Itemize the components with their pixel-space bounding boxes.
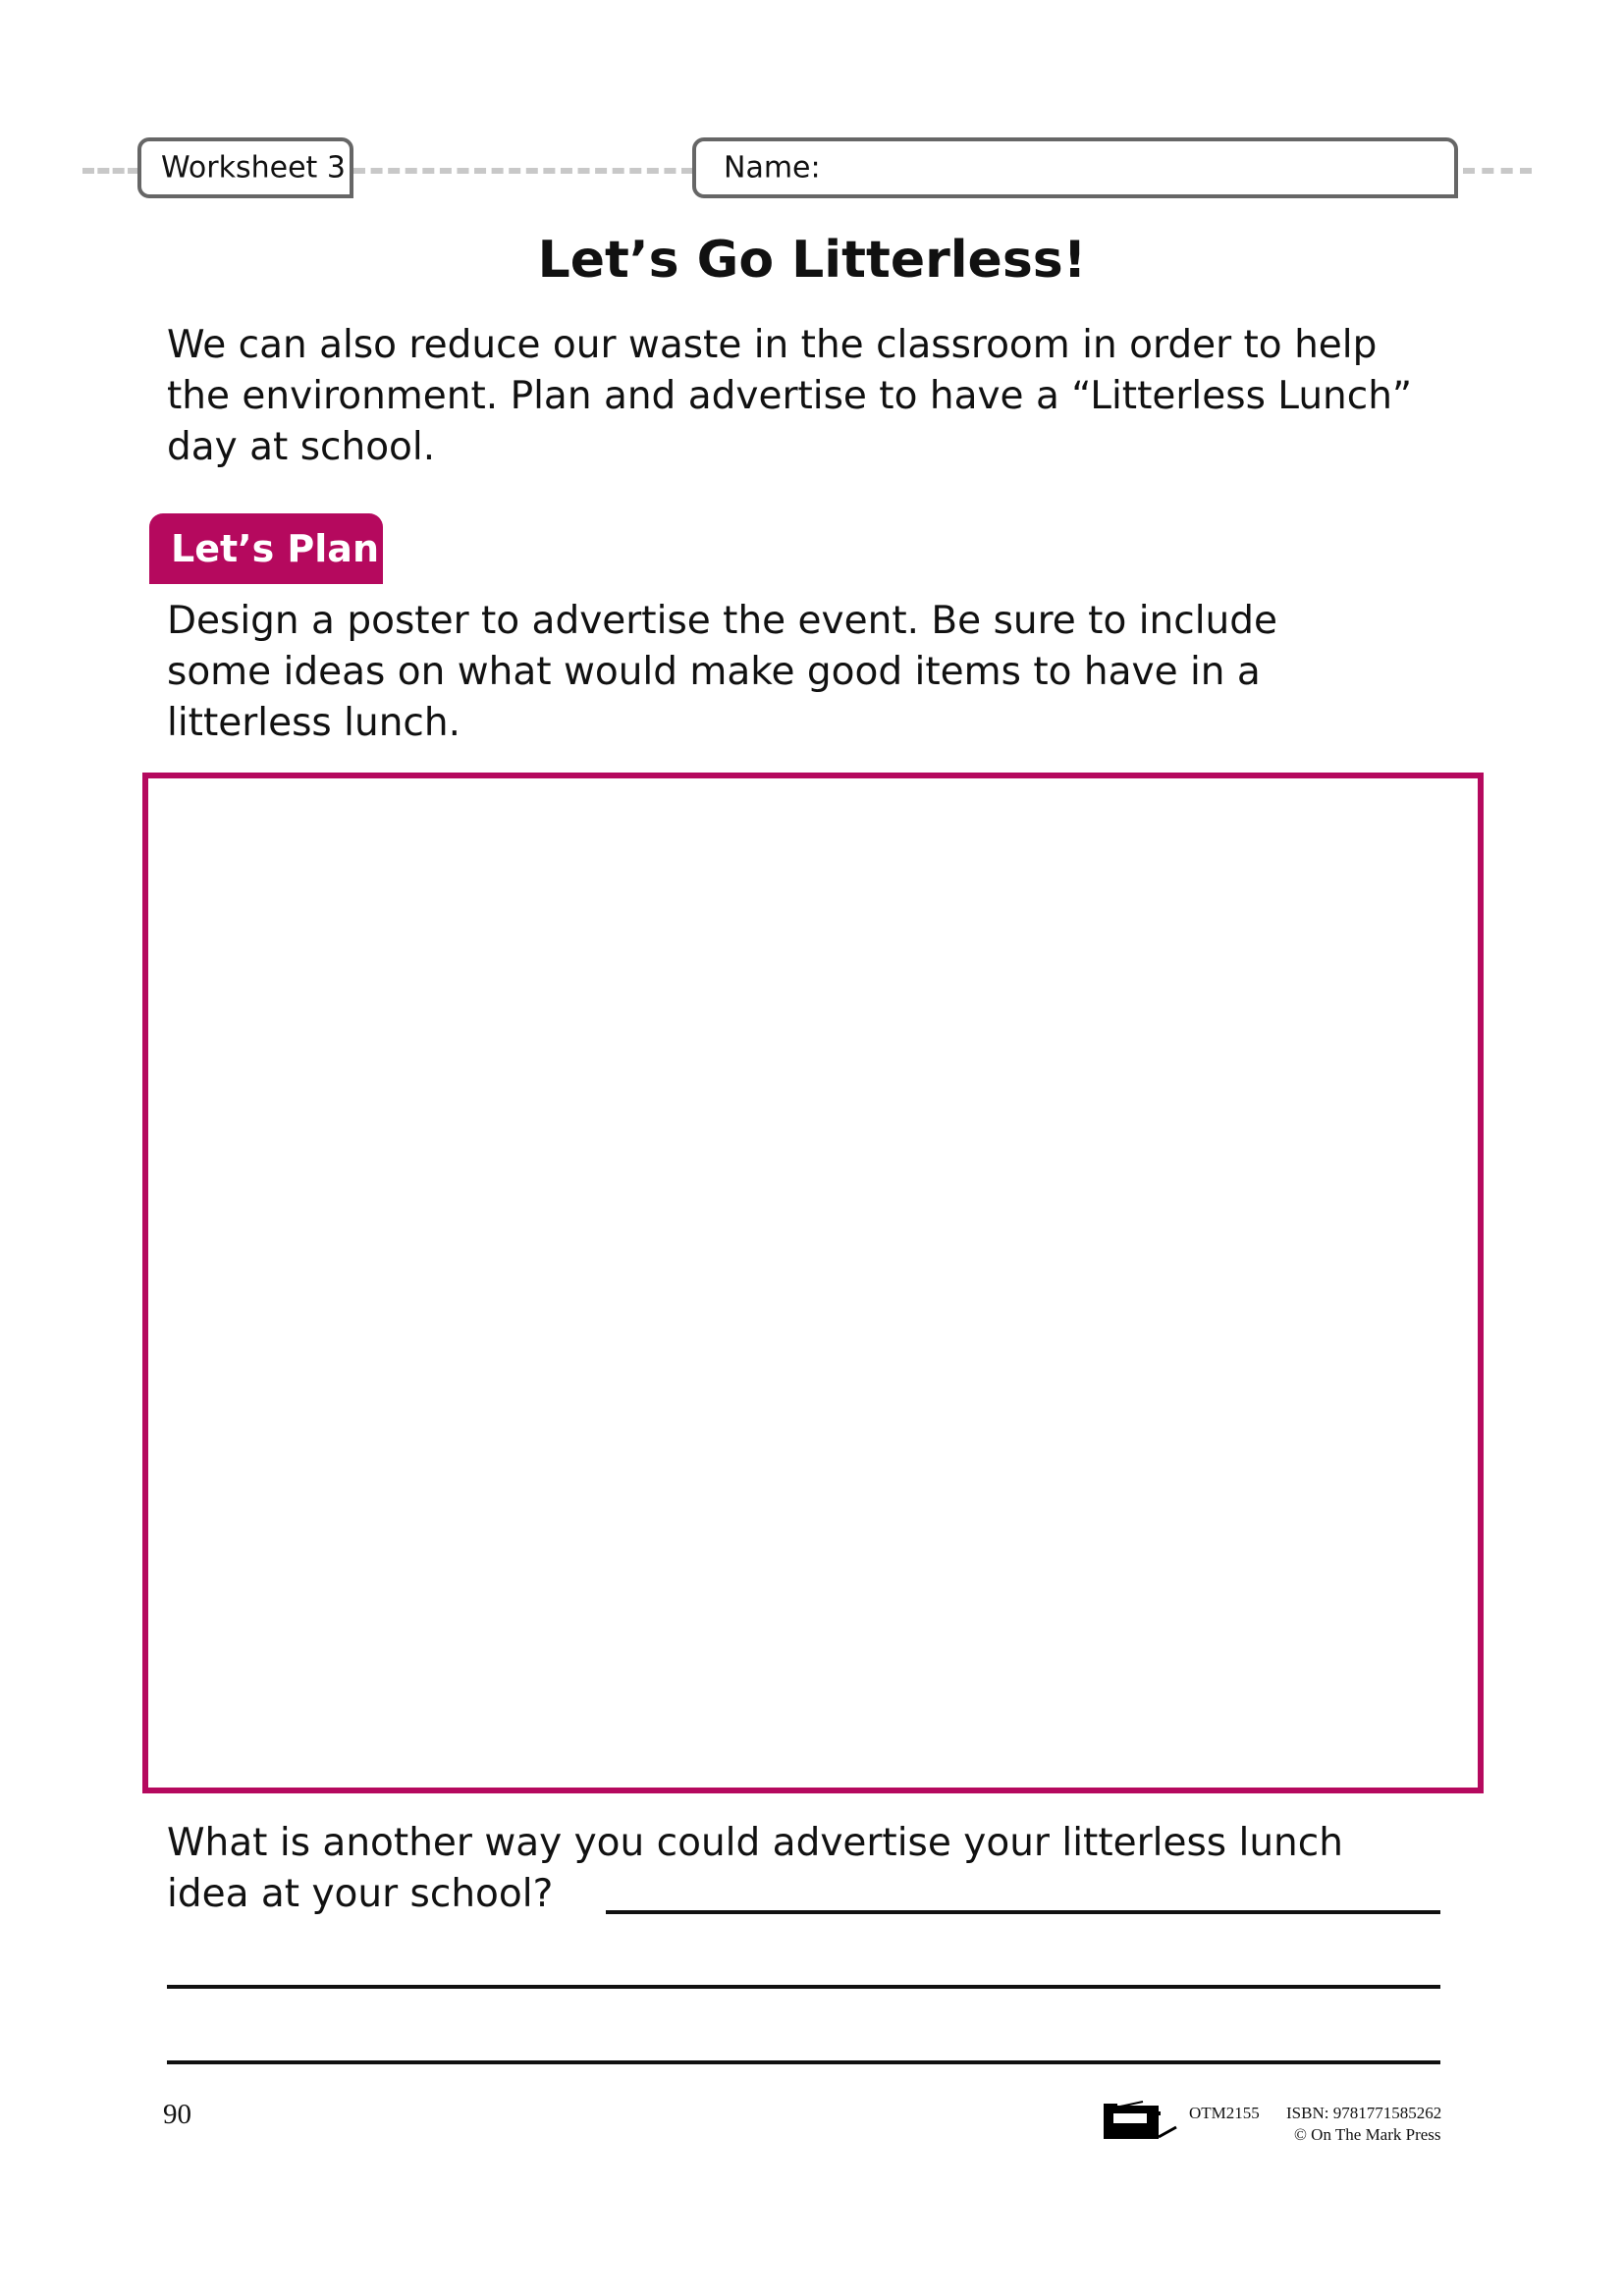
intro-line: We can also reduce our waste in the classroom in order to help <box>167 323 1378 367</box>
question-line: idea at your school? <box>167 1872 554 1916</box>
answer-line-2[interactable] <box>167 1985 1440 1989</box>
question-line: What is another way you could advertise your litterless lunch <box>167 1821 1343 1865</box>
instructions-line: some ideas on what would make good items to have in a <box>167 650 1261 694</box>
page-title: Let’s Go Litterless! <box>537 231 1087 290</box>
copyright: © On The Mark Press <box>1294 2125 1441 2144</box>
answer-line-3[interactable] <box>167 2060 1440 2064</box>
isbn: ISBN: 9781771585262 <box>1286 2104 1442 2122</box>
page-number: 90 <box>163 2099 191 2130</box>
photocopier-icon <box>1102 2098 1180 2141</box>
poster-drawing-area[interactable] <box>142 773 1484 1793</box>
instructions-line: litterless lunch. <box>167 701 460 745</box>
question-paragraph <box>167 1818 1542 1920</box>
answer-line-1[interactable] <box>606 1910 1440 1914</box>
instructions-paragraph <box>167 596 1542 749</box>
header-dash-right <box>1463 168 1532 174</box>
intro-line: the environment. Plan and advertise to have a “Litterless Lunch” <box>167 374 1413 418</box>
instructions-line: Design a poster to advertise the event. Be sure to include <box>167 599 1278 643</box>
header-dash-left <box>82 168 139 174</box>
header-dash-middle <box>353 168 693 174</box>
intro-line: day at school. <box>167 425 436 469</box>
worksheet-label-box <box>137 137 353 198</box>
intro-paragraph <box>167 320 1542 473</box>
product-code: OTM2155 <box>1189 2104 1260 2122</box>
name-label: Name: <box>724 150 821 186</box>
name-field[interactable] <box>692 137 1458 198</box>
worksheet-label: Worksheet 3 <box>161 150 346 186</box>
section-label-lets-plan: Let’s Plan <box>149 513 383 584</box>
